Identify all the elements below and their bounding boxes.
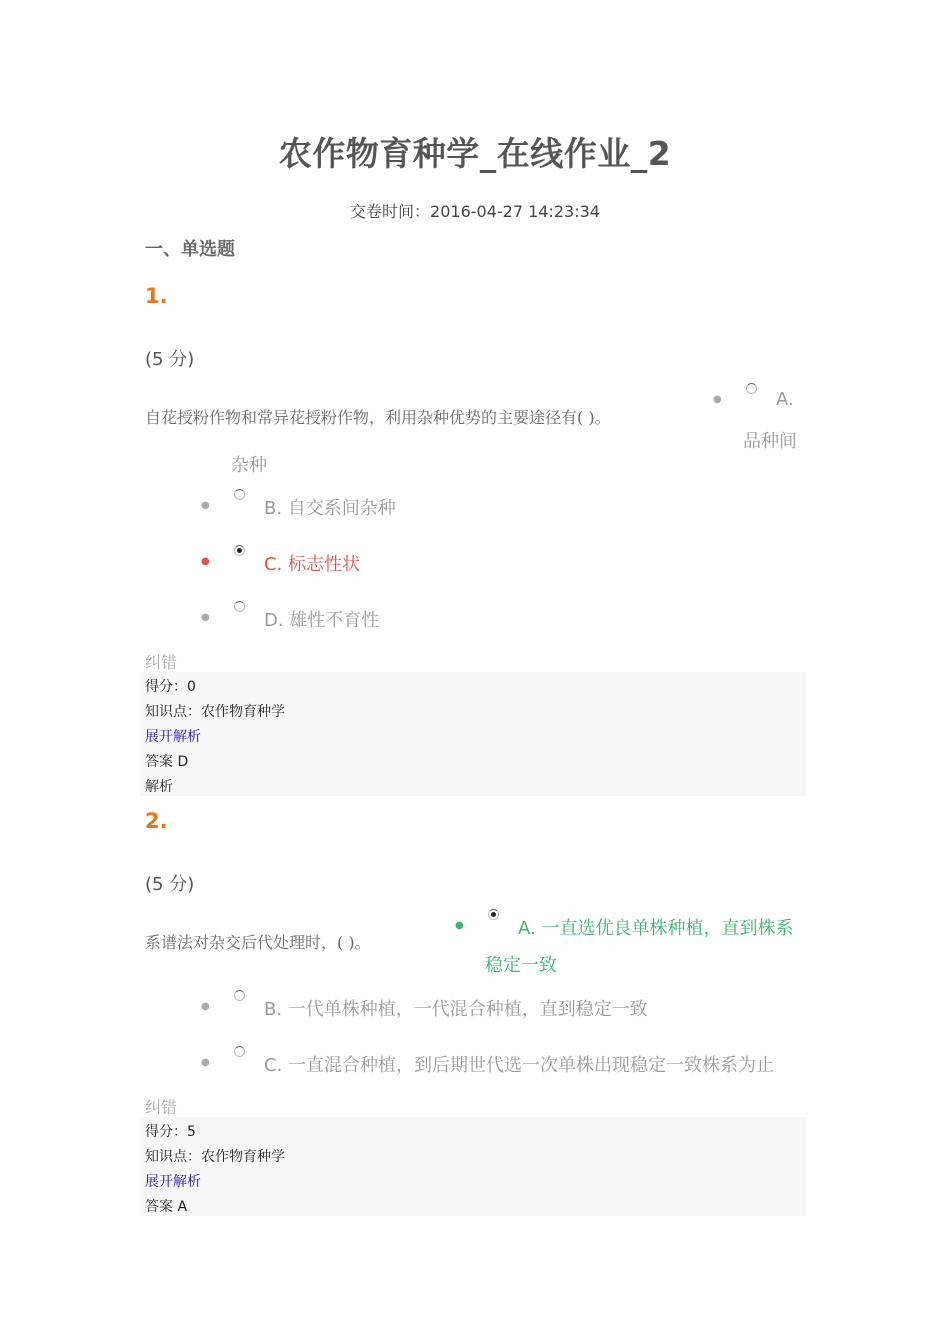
question-number: 1. [145,284,168,308]
bullet-icon: ● [201,500,210,511]
radio-icon[interactable] [234,990,245,1001]
question-score: (5 分) [145,349,195,370]
radio-icon[interactable] [234,489,245,500]
option-label: C. 标志性状 [264,554,361,575]
question-text: 自花授粉作物和常异花授粉作物，利用杂种优势的主要途径有( )。 [145,408,611,427]
bullet-icon: ● [201,612,210,623]
section-heading: 一、单选题 [145,239,235,260]
report-error-link[interactable]: 纠错 [145,1098,178,1117]
radio-checked-icon[interactable] [234,545,245,556]
option-label: 品种间 [743,431,797,452]
bullet-icon: ● [201,1001,210,1012]
radio-icon[interactable] [234,1046,245,1057]
result-panel [140,1117,806,1216]
bullet-icon: ● [455,920,464,931]
bullet-icon: ● [201,1057,210,1068]
page-title: 农作物育种学_在线作业_2 [278,134,672,173]
bullet-icon: ● [201,556,210,567]
option-label: B. 自交系间杂种 [264,498,396,519]
option-label: C. 一直混合种植，到后期世代选一次单株出现稳定一致株系为止 [264,1055,775,1076]
option-label: D. 雄性不育性 [264,610,380,631]
radio-icon[interactable] [746,383,757,394]
question-number: 2. [145,809,168,833]
expand-analysis-link[interactable]: 展开解析 [145,1174,201,1190]
radio-checked-icon[interactable] [488,909,499,920]
result-panel [140,672,806,796]
option-label: 杂种 [231,455,267,476]
radio-icon[interactable] [234,601,245,612]
result-score: 得分：5 [145,1124,196,1140]
answer: 答案 A [145,1199,188,1215]
analysis-label: 解析 [145,779,173,795]
question-text: 系谱法对杂交后代处理时，( )。 [145,933,371,952]
option-label: A. 一直选优良单株种植，直到株系 [518,918,794,939]
answer: 答案 D [145,754,189,770]
option-label: B. 一代单株种植，一代混合种植，直到稳定一致 [264,999,648,1020]
expand-analysis-link[interactable]: 展开解析 [145,729,201,745]
knowledge-point: 知识点：农作物育种学 [145,1149,285,1165]
report-error-link[interactable]: 纠错 [145,653,178,672]
bullet-icon: ● [713,394,722,405]
knowledge-point: 知识点：农作物育种学 [145,704,285,720]
option-label: A. [776,389,794,410]
option-label: 稳定一致 [485,955,557,976]
result-score: 得分：0 [145,679,196,695]
submit-time: 交卷时间：2016-04-27 14:23:34 [350,202,600,221]
question-score: (5 分) [145,874,195,895]
